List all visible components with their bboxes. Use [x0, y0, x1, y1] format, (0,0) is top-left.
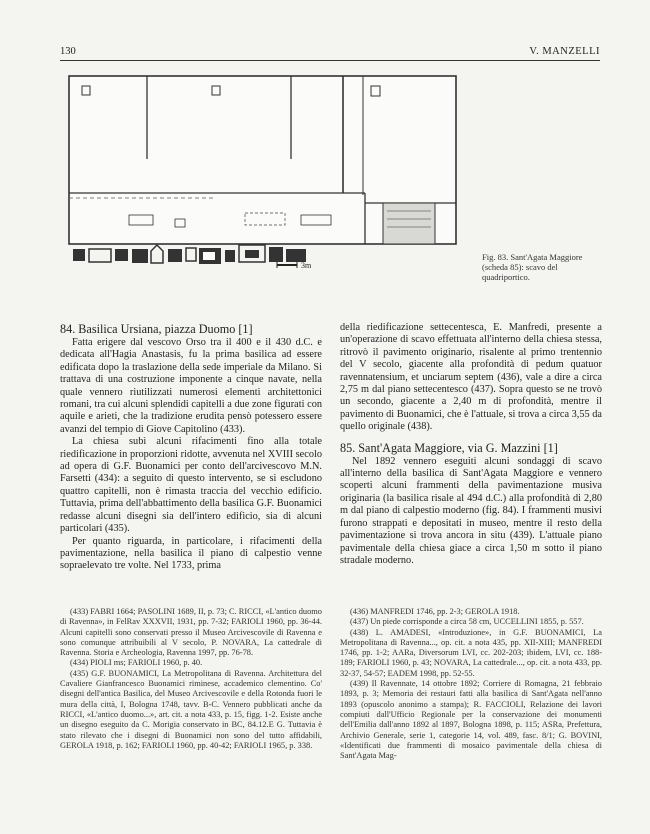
- figure-caption: Fig. 83. Sant'Agata Maggiore (scheda 85): scavo del quadriportico.: [482, 252, 583, 282]
- running-head-author: V. MANZELLI: [529, 46, 600, 57]
- scale-label: 3m: [301, 261, 312, 270]
- body-paragraph: Per quanto riguarda, in particolare, i rifacimenti della pavimentazione, nella basilica il piano di calpestio venne sopraelevato tre volte. Nel 1733, prima: [60, 535, 322, 572]
- footnotes-right: [340, 607, 602, 761]
- left-text-column: [60, 322, 322, 573]
- body-paragraph: La chiesa subì alcuni rifacimenti fino alla totale riedificazione in proporzioni ridotte, avvenuta nel XVIII secolo ad opera di G.F. Buonamici per conto dell'arcivescovo M.N. Farsetti (434): a seguito di questo intervento, se si escludono quattro capitelli, non è rimasta traccia del vecchio edificio. Tuttavia, prima dell'abbattimento della basilica G.F. Buonamici redasse alcuni disegni sia dell'intero edificio, sia di alcuni particolari (435).: [60, 436, 322, 535]
- section-84-heading: 84. Basilica Ursiana, piazza Duomo [1]: [60, 322, 253, 336]
- section-85-heading: 85. Sant'Agata Maggiore, via G. Mazzini [1]: [340, 440, 558, 455]
- page-number: 130: [60, 46, 76, 57]
- footnote: (435) G.F. BUONAMICI, La Metropolitana di Ravenna. Architettura del Cavaliere Gianfrancesco Buonamici riminese, accademico clementino. Co' disegni dell'antica Basilica, del Museo Arcivescovile e della Rotonda fuori le mura della città, I, Bologna 1748, tavv. B-C. Vennero pubblicati anche da RICCI, «L'antico duomo...», art. cit. a nota 433, p. 15, figg. 1-2. Esiste anche un disegno eseguito da C. Morigia conservato in BC, 84.12.E G. Tuttavia è stato rilevato che i disegni di Buonamici non sono del tutto affidabili, GEROLA 1918, p. 162; FARIOLI 1960, pp. 40-42; FARIOLI 1965, p. 338.: [60, 668, 322, 750]
- footnote: (433) FABRI 1664; PASOLINI 1689, II, p. 73; C. RICCI, «L'antico duomo di Ravenna», in FelRav XXXVII, 1931, pp. 7-32; FARIOLI 1960, pp. 36-44. Alcuni capitelli sono conservati presso il Museo Arcivescovile di Ravenna e sono comunque attribuibili al V secolo, P. NOVARA, La cattedrale di Ravenna. Storia e Archeologia, Ravenna 1997, pp. 76-78.: [60, 607, 322, 658]
- page-header: [60, 46, 600, 60]
- plan-drawing: [65, 73, 460, 279]
- right-text-column: [340, 322, 602, 567]
- footnotes-left: [60, 607, 322, 751]
- excavation-plan-figure: [65, 73, 460, 279]
- footnote: (439) Il Ravennate, 14 ottobre 1892; Corriere di Romagna, 21 febbraio 1893, p. 3; Memoria dei restauri fatti alla basilica di Sant'Agata nell'anno 1893 (opuscolo anonimo a stampa); R. FACCIOLI, Relazione dei lavori compiuti dall'Ufficio Regionale per la conservazione dei monumenti dell'Emilia dall'anno 1892 al 1897, Bologna 1898, p. 115; ASRa, Prefettura, Archivio Generale, serie 1, categorie 14, vol. 489, fasc. 8/1; G. BOVINI, «Identificati due frammenti di mosaico pavimentale della chiesa di Sant'Agata Mag-: [340, 679, 602, 761]
- footnote: (438) L. AMADESI, «Introduzione», in G.F. BUONAMICI, La Metropolitana di Ravenna..., op. cit. a nota 435, pp. XII-XIII; MANFREDI 1746, pp. 1-2; AARa, Diversorum LVI, cc. 202-203; ibidem, LVI, cc. 188-189; FARIOLI 1960, p. 43; NOVARA, La cattedrale..., op. cit. a nota 433, pp. 32-37, 54-57; EADEM 1998, pp. 52-55.: [340, 627, 602, 678]
- footnote: (434) PIOLI ms; FARIOLI 1960, p. 40.: [70, 658, 203, 668]
- footnote: (437) Un piede corrisponde a circa 58 cm, UCCELLINI 1855, p. 557.: [350, 617, 584, 627]
- header-rule: [60, 60, 600, 61]
- body-paragraph-continued: della riedificazione settecentesca, E. Manfredi, presente a un'operazione di scavo effettuata all'interno della chiesa stessa, ritrovò il pavimento originario, risalente al primo trentennio del V secolo, giacente alla profondità di pedum quatuor ravennatensium, et unciarum septem (436), vale a dire a circa 2,75 m dal piano settecentesco (437). Sopra questo se ne trovò un secondo, giacente a 2,40 m di profondità, mentre il pavimento di Buonamici, che è l'attuale, si trova a circa 3,55 da quello originale (438).: [340, 322, 602, 433]
- footnote: (436) MANFREDI 1746, pp. 2-3; GEROLA 1918.: [350, 607, 520, 616]
- body-paragraph: Fatta erigere dal vescovo Orso tra il 400 e il 430 d.C. e dedicata all'Hagia Anastasis, fu la prima basilica ad essere edificata dopo la traslazione della sede imperiale da Milano. Si trattava di una costruzione imponente a cinque navate, nella quale vennero riutilizzati numerosi elementi architettonici romani, tra cui alcuni splendidi capitelli a due zone figurati con aquile e arieti, che la tradizione erudita pensò potessero essere avanzi del tempio di Giove Capitolino (433).: [60, 337, 322, 435]
- body-paragraph: Nel 1892 vennero eseguiti alcuni sondaggi di scavo all'interno della basilica di Sant'Agata Maggiore e vennero scoperti alcuni frammenti della pavimentazione musiva originaria (la basilica risale al 494 d.C.) alla profondità di 2,80 m dal piano di calpestio moderno (fig. 84). I frammenti musivi furono strappati e depositati in museo, mentre il resto della pavimentazione si trova ancora in situ (439). L'attuale piano pavimentale della chiesa giace a circa 1,50 m sotto il piano stradale moderno.: [340, 455, 602, 566]
